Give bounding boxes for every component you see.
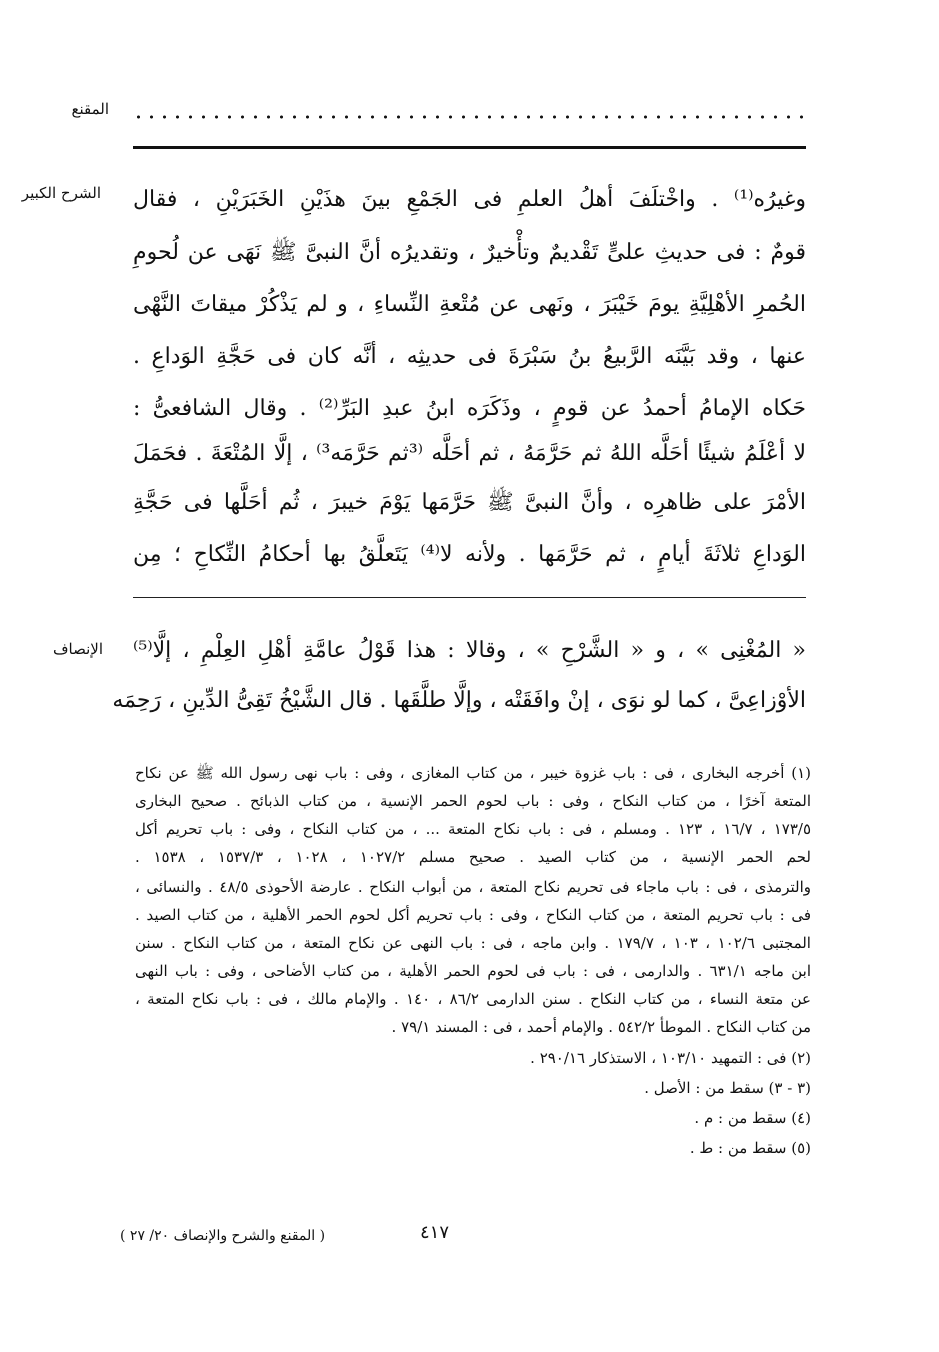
sharh-line: قومٌ : فى حديثِ علىٍّ تَقْديمٌ وتأْخيرٌ ، وتقديرُه أنَّ النبىَّ ﷺ نَهَى عن لُحومِ	[133, 240, 806, 265]
footnote-line: (٣ - ٣) سقط من : الأصل .	[644, 1079, 811, 1097]
sharh-line: الوَداعِ ثلاثَةَ أيامٍ ، ثم حَرَّمَها . ولأنه لا⁽⁴⁾ يَتَعلَّقُ بها أحكامُ النِّكاحِ ؛ مِن	[133, 542, 806, 567]
footnote-line: ابن ماجه ٦٣١/١ . والدارمى ، فى : باب فى لحوم الحمر الأهلية ، من كتاب الأضاحى ، وفى : باب النهى	[135, 962, 811, 980]
footnote-line: (٢) فى : التمهيد ١٠٣/١٠ ، الاستذكار ٢٩٠/١٦ .	[530, 1049, 811, 1067]
footnote-line: (١) أخرجه البخارى ، فى : باب غزوة خيبر ، من كتاب المغازى ، وفى : باب نهى رسول الله ﷺ عن نكاح	[135, 764, 811, 782]
section-divider	[133, 597, 806, 598]
footnote-line: المتعة آخرًا ، من كتاب النكاح ، وفى : باب لحوم الحمر الإنسية ، من كتاب الذبائح . صحيح البخارى	[135, 792, 811, 810]
sharh-line: الأمْرَ على ظاهرِه ، وأنَّ النبىَّ ﷺ حَرَّمَها يَوْمَ خيبرَ ، ثُم أحَلَّها فى حَجَّةِ	[133, 490, 806, 515]
footnote-line: ١٧٣/٥ ، ١٦/٧ ، ١٢٣ . ومسلم ، فى : باب نكاح المتعة ... ، من كتاب النكاح ، وفى : باب تحريم أكل	[135, 820, 811, 838]
footnote-line: عن متعة النساء ، من كتاب النكاح . سنن الدارمى ٨٦/٢ ، ١٤٠ . والإمام مالك ، فى : باب نكاح المتعة ،	[135, 990, 812, 1008]
insaf-line: الأوْزاعِىَّ ، كما لو نوَى ، إنْ وافَقَتْه ، وإلَّا طلَّقَها . قال الشَّيْخُ تَقِىُّ الدِّينِ ، رَحِمَه	[112, 688, 806, 713]
page-number: ٤١٧	[420, 1222, 450, 1243]
section-label-insaf: الإنصاف	[52, 640, 103, 658]
footer-source-reference: ( المقنع والشرح والإنصاف ٢٠/ ٢٧ )	[120, 1228, 326, 1244]
sharh-line: عنها ، وقد بَيَّنَه الرَّبيعُ بنُ سَبْرَةَ فى حديثِه ، أنَّه كان فى حَجَّةِ الوَداعِ .	[133, 344, 806, 369]
sharh-line: لا أعْلَمُ شيئًا أحَلَّه اللهُ ثم حَرَّمَهُ ، ثم أحَلَّه ⁽³ثم حَرَّمَه³⁾ ، إلَّا المُتْعَةَ . فحَمَلَ	[133, 441, 806, 466]
footnote-line: فى : باب تحريم المتعة ، من كتاب النكاح ، وفى : باب تحريم أكل لحوم الحمر الأهلية ، من كتاب الصيد .	[135, 906, 811, 924]
section-label-sharh: الشرح الكبير	[21, 184, 101, 202]
footnote-line: لحم الحمر الإنسية ، من كتاب الصيد . صحيح مسلم ١٠٢٧/٢ ، ١٠٢٨ ، ١٥٣٧/٣ ، ١٥٣٨ .	[135, 848, 811, 866]
footnote-line: من كتاب النكاح . الموطأ ٥٤٢/٢ . والإمام أحمد ، فى : المسند ٧٩/١ .	[391, 1018, 811, 1036]
header-rule	[133, 146, 806, 149]
insaf-line: « المُغْنِى » ، و « الشَّرْحِ » ، وقالا : هذا قَوْلُ عامَّةِ أهْلِ العِلْمِ ، إلَّا⁽⁵⁾	[133, 638, 806, 663]
header-title: المقنع	[71, 100, 109, 118]
sharh-line: حَكاه الإمامُ أحمدُ عن قومٍ ، وذَكَرَه ابنُ عبدِ البَرِّ⁽²⁾ . وقال الشافعىُّ :	[133, 396, 806, 421]
footnote-line: والترمذى ، فى : باب ماجاء فى تحريم نكاح المتعة ، من أبواب النكاح . عارضة الأحوذى ٤٨/٥ . والنسائى ،	[135, 878, 811, 896]
sharh-line: الحُمرِ الأهْلِيَّةِ يومَ خَيْبَرَ ، ونَهى عن مُتْعةِ النِّساءِ ، و لم يَذْكُرْ ميقاتَ النَّهْى	[133, 292, 806, 317]
sharh-line: وغيرُه⁽¹⁾ . واخْتلَفَ أهلُ العلمِ فى الجَمْعِ بينَ هذَيْنِ الخَبَرَيْنِ ، فقال	[133, 187, 806, 212]
header-dotted-rule	[132, 114, 804, 120]
footnote-line: المجتبى ١٠٢/٦ ، ١٠٣ ، ١٧٩/٧ . وابن ماجه ، فى : باب النهى عن نكاح المتعة ، من كتاب النكاح . سنن	[135, 934, 811, 952]
footnote-line: (٤) سقط من : م .	[694, 1109, 811, 1127]
footnote-line: (٥) سقط من : ط .	[689, 1139, 811, 1157]
